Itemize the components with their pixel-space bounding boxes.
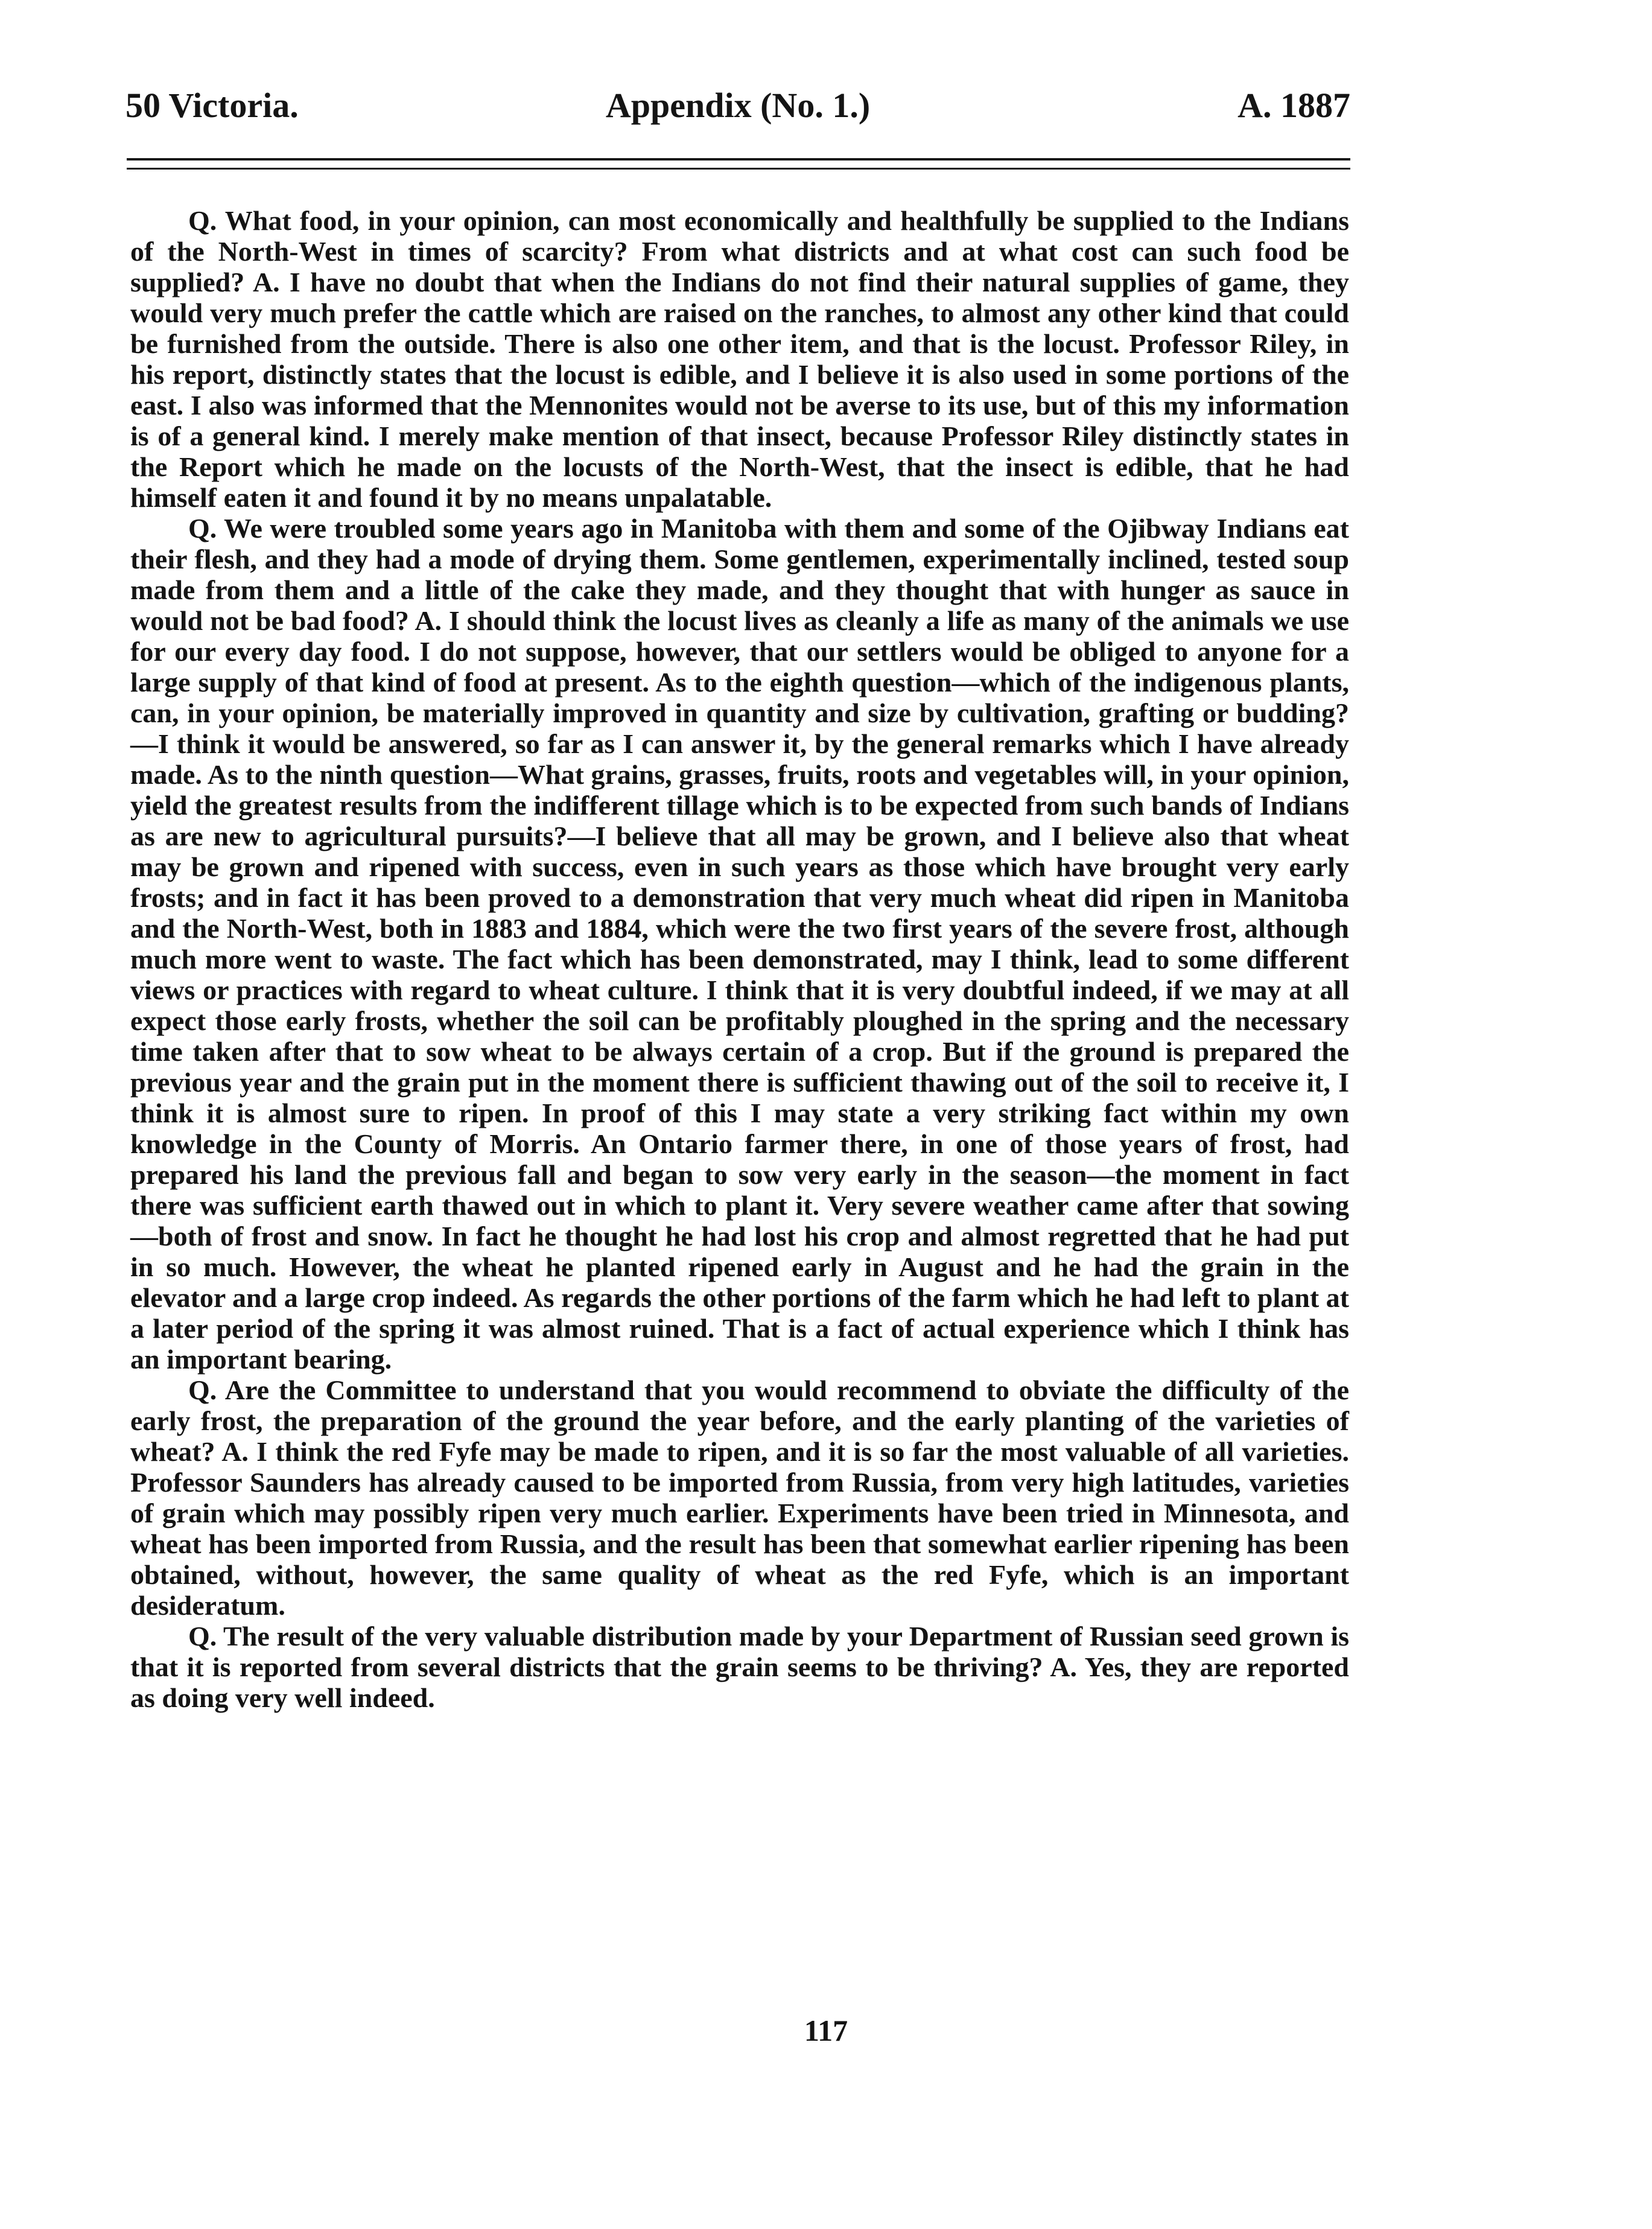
body-text [130, 205, 1349, 1713]
header-title: Appendix (No. 1.) [605, 86, 871, 125]
header-rule-thin [127, 168, 1350, 170]
paragraph-russian-seed: Q. The result of the very valuable distribution made by your Department of Russian seed grown is that it is reported from several districts that the grain seems to be thriving? A. Yes, they are reported as doing very well indeed. [130, 1621, 1349, 1713]
paragraph-locusts-wheat: Q. We were troubled some years ago in Manitoba with them and some of the Ojibway Indians eat their flesh, and they had a mode of drying them. Some gentlemen, experimentally inclined, tested soup made from them and a little of the cake they made, and they thought that with hunger as sauce in would not be bad food? A. I should think the locust lives as cleanly a life as many of the animals we use for our every day food. I do not suppose, however, that our settlers would be obliged to anyone for a large supply of that kind of food at present. As to the eighth question—which of the indigenous plants, can, in your opinion, be materially improved in quantity and size by cultivation, grafting or budding?—I think it would be answered, so far as I can answer it, by the general remarks which I have already made. As to the ninth question—What grains, grasses, fruits, roots and vegetables will, in your opinion, yield the greatest results from the indifferent tillage which is to be expected from such bands of Indians as are new to agricultural pursuits?—I believe that all may be grown, and I believe also that wheat may be grown and ripened with success, even in such years as those which have brought very early frosts; and in fact it has been proved to a demonstration that very much wheat did ripen in Manitoba and the North-West, both in 1883 and 1884, which were the two first years of the severe frost, although much more went to waste. The fact which has been demonstrated, may I think, lead to some different views or practices with regard to wheat culture. I think that it is very doubtful indeed, if we may at all expect those early frosts, whether the soil can be profitably ploughed in the spring and the necessary time taken after that to sow wheat to be always certain of a crop. But if the ground is prepared the previous year and the grain put in the moment there is sufficient thawing out of the soil to receive it, I think it is almost sure to ripen. In proof of this I may state a very striking fact within my own knowledge in the County of Morris. An Ontario farmer there, in one of those years of frost, had prepared his land the previous fall and began to sow very early in the season—the moment in fact there was sufficient earth thawed out in which to plant it. Very severe weather came after that sowing—both of frost and snow. In fact he thought he had lost his crop and almost regretted that he had put in so much. However, the wheat he planted ripened early in August and he had the grain in the elevator and a large crop indeed. As regards the other portions of the farm which he had left to plant at a later period of the spring it was almost ruined. That is a fact of actual experience which I think has an important bearing. [130, 513, 1349, 1375]
header-session: 50 Victoria. [125, 86, 299, 125]
header-rule-thick [127, 158, 1350, 161]
paragraph-early-frost: Q. Are the Committee to understand that you would recommend to obviate the difficulty of the early frost, the preparation of the ground the year before, and the early planting of the varieties of wheat? A. I think the red Fyfe may be made to ripen, and it is so far the most valuable of all varieties. Professor Saunders has already caused to be imported from Russia, from very high latitudes, varieties of grain which may possibly ripen very much earlier. Experiments have been tried in Minnesota, and wheat has been imported from Russia, and the result has been that somewhat earlier ripening has been obtained, without, however, the same quality of wheat as the red Fyfe, which is an important desideratum. [130, 1375, 1349, 1621]
paragraph-food-supply: Q. What food, in your opinion, can most economically and healthfully be supplied to the Indians of the North-West in times of scarcity? From what districts and at what cost can such food be supplied? A. I have no doubt that when the Indians do not find their natural supplies of game, they would very much prefer the cattle which are raised on the ranches, to almost any other kind that could be furnished from the outside. There is also one other item, and that is the locust. Professor Riley, in his report, distinctly states that the locust is edible, and I believe it is also used in some portions of the east. I also was informed that the Mennonites would not be averse to its use, but of this my information is of a general kind. I merely make mention of that insect, because Professor Riley distinctly states in the Report which he made on the locusts of the North-West, that the insect is edible, that he had himself eaten it and found it by no means unpalatable. [130, 205, 1349, 513]
running-head [125, 78, 1350, 133]
page-number: 117 [804, 2014, 848, 2047]
header-year: A. 1887 [1237, 86, 1350, 125]
